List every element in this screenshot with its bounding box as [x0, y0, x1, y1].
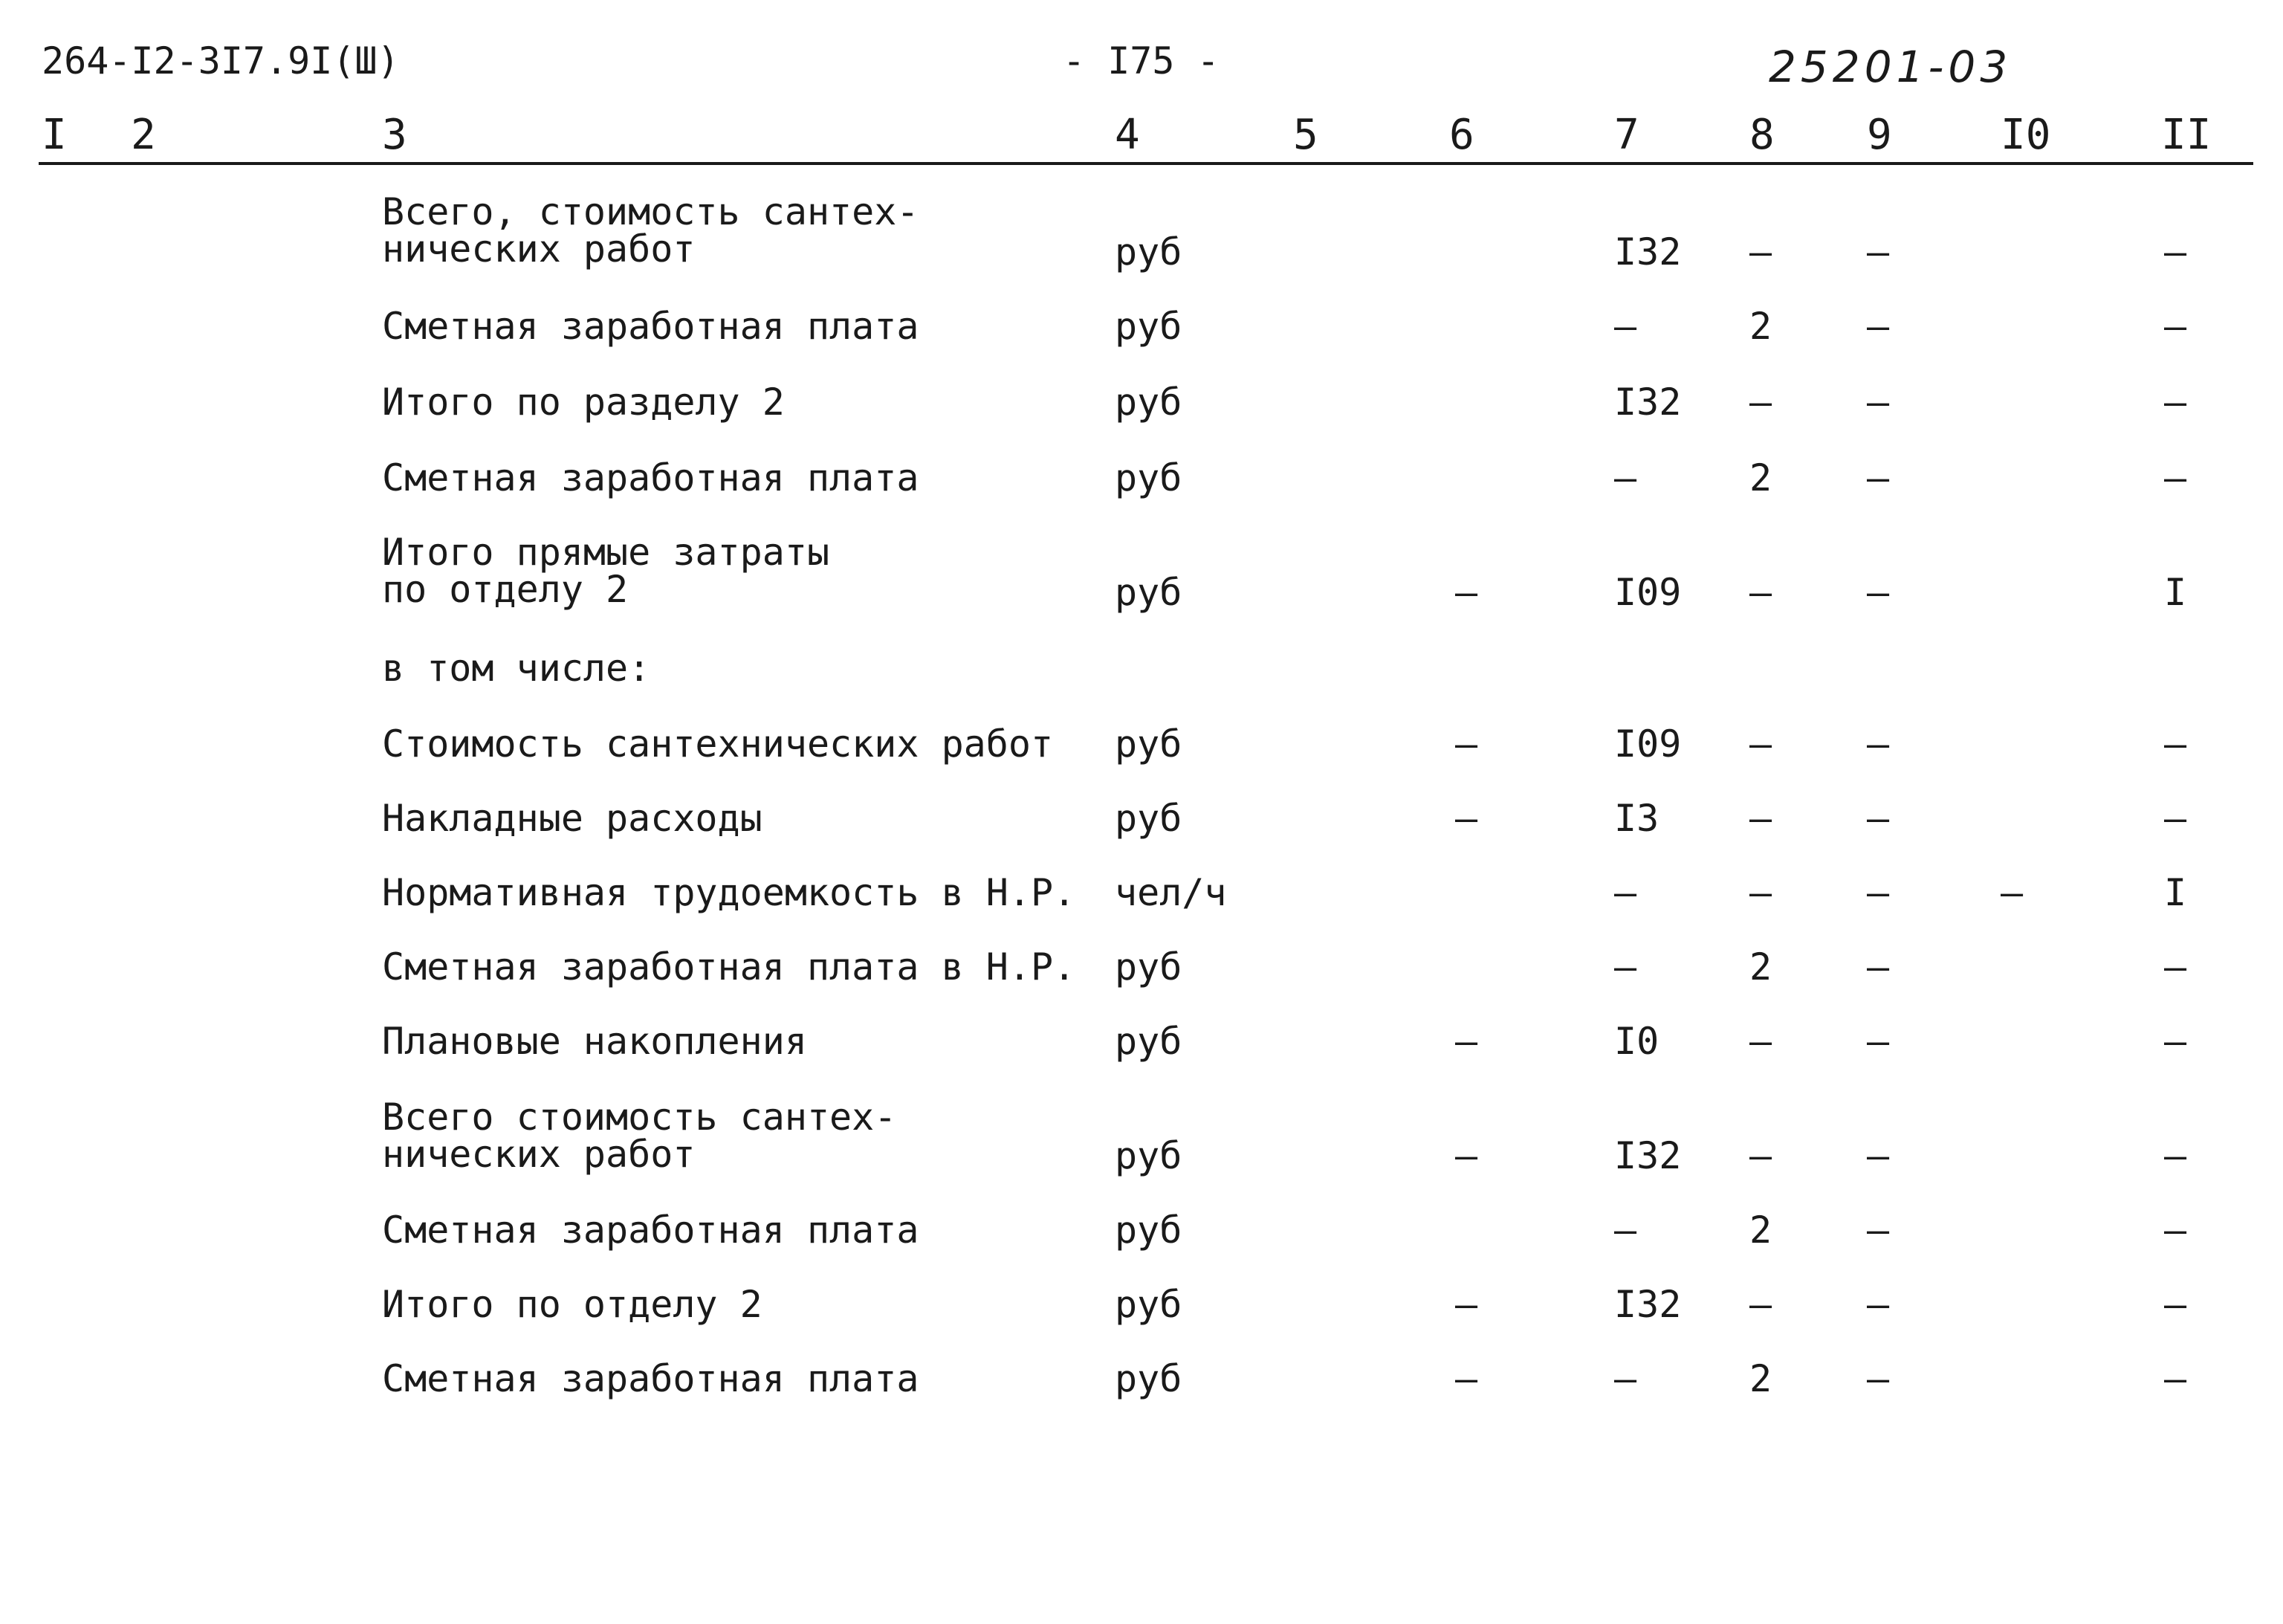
row-description: Итого прямые затраты по отделу 2 [382, 531, 830, 611]
cell-col-11: – [2164, 1020, 2187, 1063]
cell-col-7: I32 [1614, 381, 1682, 424]
row-unit: руб [1115, 945, 1182, 989]
row-unit: чел/ч [1115, 871, 1227, 914]
cell-col-9: – [1867, 1357, 1890, 1400]
cell-col-11: – [2164, 1357, 2187, 1400]
cell-col-6: – [1455, 1283, 1478, 1326]
cell-col-8: – [1749, 230, 1772, 274]
cell-col-7: I09 [1614, 722, 1682, 766]
cell-col-7: – [1614, 305, 1637, 348]
cell-col-11: – [2164, 1283, 2187, 1326]
row-unit: руб [1115, 230, 1182, 274]
cell-col-6: – [1455, 1134, 1478, 1177]
cell-col-6: – [1455, 571, 1478, 614]
column-number: 4 [1115, 111, 1140, 159]
cell-col-9: – [1867, 1020, 1890, 1063]
row-description: Сметная заработная плата в Н.Р. [382, 945, 1076, 989]
row-description: Накладные расходы [382, 797, 762, 840]
row-description: в том числе: [382, 647, 651, 690]
column-number: II [2161, 111, 2212, 159]
cell-col-9: – [1867, 945, 1890, 989]
cell-col-11: – [2164, 456, 2187, 499]
cell-col-9: – [1867, 571, 1890, 614]
cell-col-8: 2 [1749, 1209, 1772, 1252]
cell-col-9: – [1867, 797, 1890, 840]
cell-col-11: I [2164, 871, 2187, 914]
cell-col-8: – [1749, 381, 1772, 424]
cell-col-11: I [2164, 571, 2187, 614]
cell-col-6: – [1455, 1020, 1478, 1063]
cell-col-7: – [1614, 456, 1637, 499]
cell-col-8: – [1749, 571, 1772, 614]
header-rule [39, 162, 2253, 165]
row-unit: руб [1115, 456, 1182, 499]
column-number: I0 [2001, 111, 2051, 159]
cell-col-9: – [1867, 1209, 1890, 1252]
row-unit: руб [1115, 1020, 1182, 1063]
cell-col-11: – [2164, 797, 2187, 840]
cell-col-8: 2 [1749, 945, 1772, 989]
column-number: 2 [131, 111, 156, 159]
cell-col-9: – [1867, 1283, 1890, 1326]
cell-col-9: – [1867, 230, 1890, 274]
row-description: Стоимость сантехнических работ [382, 722, 1054, 766]
cell-col-7: I32 [1614, 230, 1682, 274]
row-unit: руб [1115, 571, 1182, 614]
handwritten-number: 25201-03 [1769, 42, 2012, 92]
row-unit: руб [1115, 305, 1182, 348]
cell-col-8: 2 [1749, 305, 1772, 348]
cell-col-7: I32 [1614, 1134, 1682, 1177]
row-description: Сметная заработная плата [382, 1209, 919, 1252]
cell-col-8: 2 [1749, 456, 1772, 499]
column-number: 3 [382, 111, 407, 159]
row-unit: руб [1115, 1283, 1182, 1326]
cell-col-7: I32 [1614, 1283, 1682, 1326]
column-number: 5 [1293, 111, 1318, 159]
row-description: Итого по разделу 2 [382, 381, 785, 424]
cell-col-8: – [1749, 871, 1772, 914]
row-unit: руб [1115, 1357, 1182, 1400]
cell-col-9: – [1867, 456, 1890, 499]
cell-col-7: I09 [1614, 571, 1682, 614]
cell-col-6: – [1455, 797, 1478, 840]
cell-col-6: – [1455, 1357, 1478, 1400]
document-code: 264-I2-3I7.9I(Ш) [42, 39, 400, 83]
row-description: Всего, стоимость сантех- нических работ [382, 190, 919, 271]
cell-col-7: I3 [1614, 797, 1659, 840]
cell-col-7: – [1614, 1357, 1637, 1400]
cell-col-8: – [1749, 797, 1772, 840]
page-number: - I75 - [1063, 39, 1220, 83]
cell-col-7: – [1614, 1209, 1637, 1252]
row-description: Всего стоимость сантех- нических работ [382, 1096, 897, 1176]
row-unit: руб [1115, 1134, 1182, 1177]
column-number: I [42, 111, 67, 159]
column-number: 9 [1867, 111, 1892, 159]
row-description: Сметная заработная плата [382, 456, 919, 499]
cell-col-8: – [1749, 722, 1772, 766]
cell-col-6: – [1455, 722, 1478, 766]
cell-col-9: – [1867, 381, 1890, 424]
row-unit: руб [1115, 1209, 1182, 1252]
cell-col-11: – [2164, 381, 2187, 424]
column-number: 8 [1749, 111, 1775, 159]
cell-col-8: – [1749, 1134, 1772, 1177]
cell-col-9: – [1867, 722, 1890, 766]
cell-col-7: I0 [1614, 1020, 1659, 1063]
row-description: Нормативная трудоемкость в Н.Р. [382, 871, 1076, 914]
cell-col-7: – [1614, 871, 1637, 914]
cell-col-10: – [2001, 871, 2024, 914]
row-unit: руб [1115, 722, 1182, 766]
cell-col-9: – [1867, 871, 1890, 914]
row-description: Итого по отделу 2 [382, 1283, 762, 1326]
row-unit: руб [1115, 381, 1182, 424]
cell-col-8: 2 [1749, 1357, 1772, 1400]
row-unit: руб [1115, 797, 1182, 840]
cell-col-9: – [1867, 1134, 1890, 1177]
row-description: Сметная заработная плата [382, 305, 919, 348]
cell-col-11: – [2164, 1134, 2187, 1177]
column-number: 7 [1614, 111, 1639, 159]
cell-col-9: – [1867, 305, 1890, 348]
row-description: Плановые накопления [382, 1020, 807, 1063]
cell-col-7: – [1614, 945, 1637, 989]
cell-col-11: – [2164, 945, 2187, 989]
row-description: Сметная заработная плата [382, 1357, 919, 1400]
cell-col-11: – [2164, 1209, 2187, 1252]
cell-col-11: – [2164, 230, 2187, 274]
cell-col-8: – [1749, 1020, 1772, 1063]
cell-col-11: – [2164, 722, 2187, 766]
column-number: 6 [1449, 111, 1474, 159]
cell-col-8: – [1749, 1283, 1772, 1326]
cell-col-11: – [2164, 305, 2187, 348]
